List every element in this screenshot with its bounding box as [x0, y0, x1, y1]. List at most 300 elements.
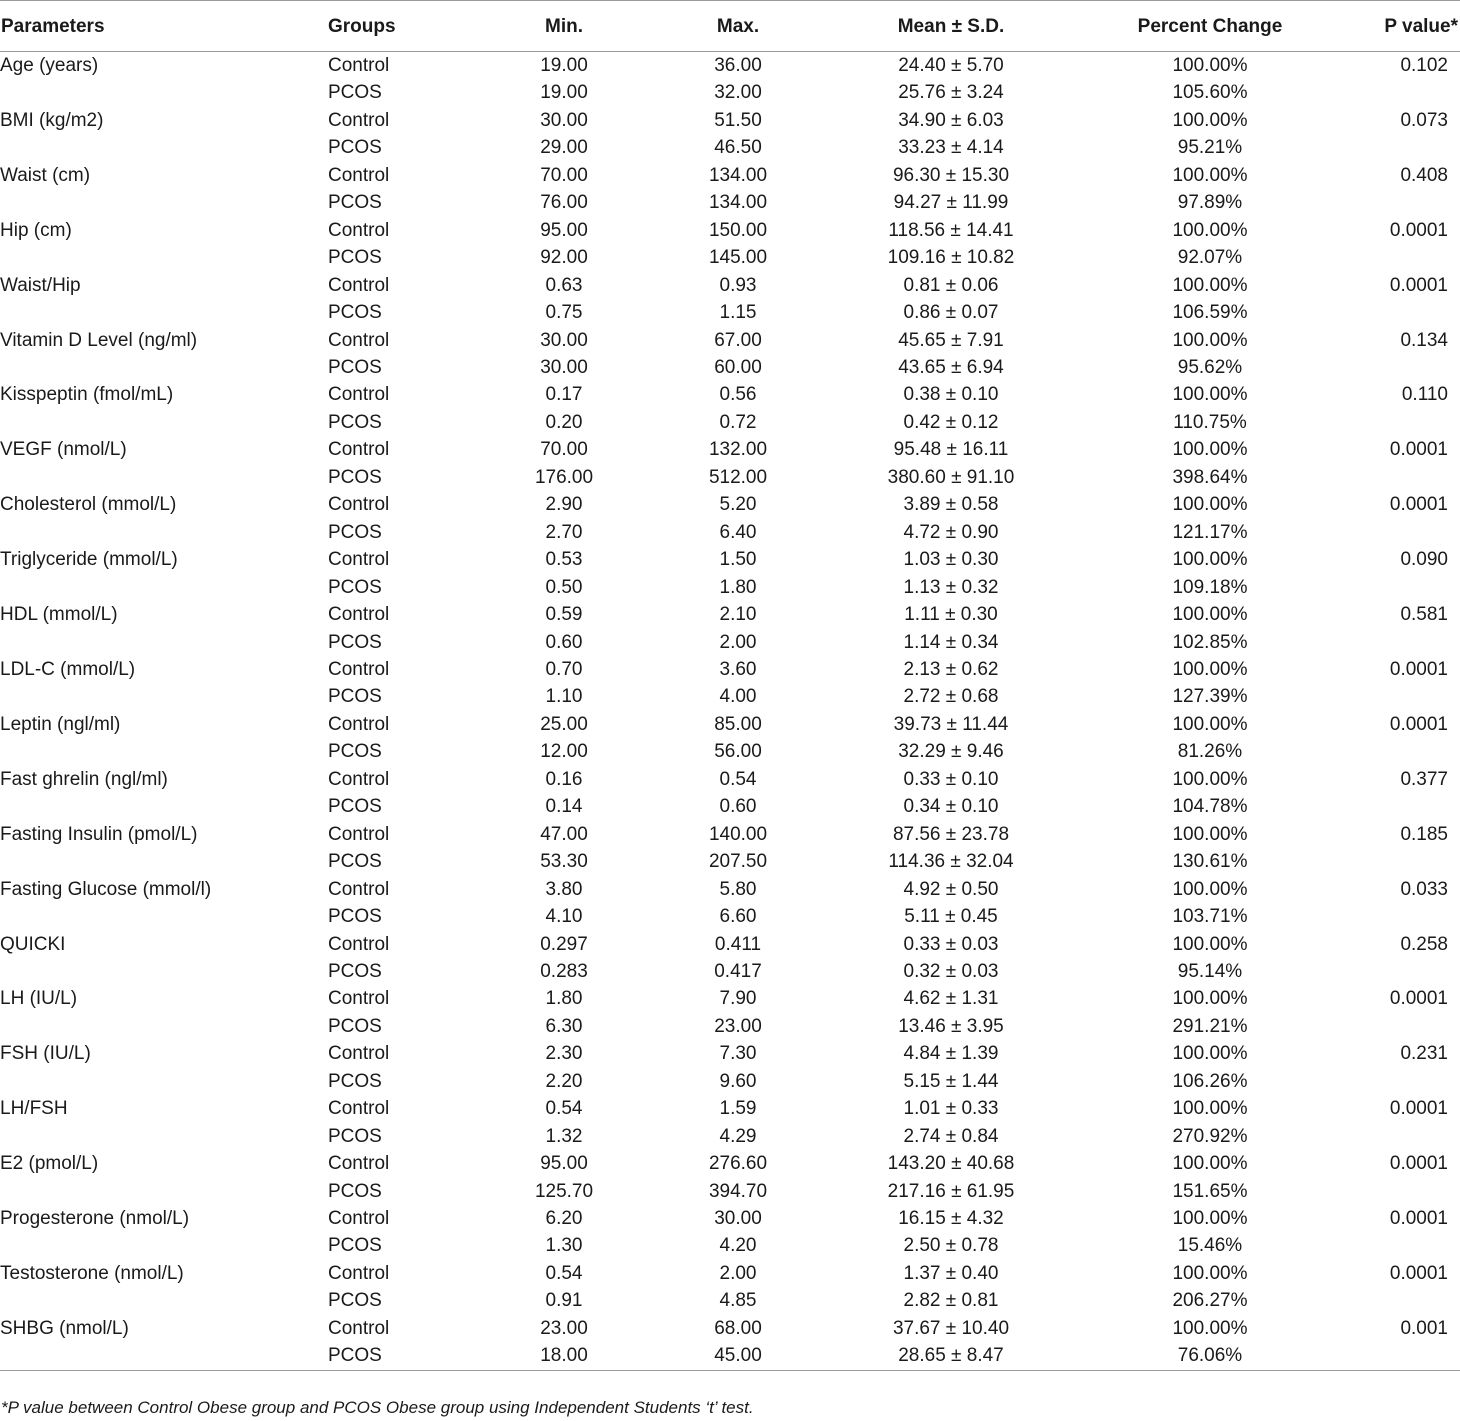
parameter-cell: [0, 189, 326, 216]
table-header: [0, 1, 1460, 52]
table-row: [0, 985, 1460, 1012]
group-cell: PCOS: [328, 1235, 382, 1257]
min-cell: 23.00: [540, 1317, 588, 1339]
mean-sd-cell: 2.82 ± 0.81: [903, 1290, 999, 1312]
mean-sd-cell: 118.56 ± 14.41: [888, 219, 1014, 241]
min-cell: 30.00: [540, 356, 588, 378]
parameter-cell: Triglyceride (mmol/L): [0, 549, 178, 571]
mean-sd-cell: 0.32 ± 0.03: [903, 960, 999, 982]
p-value-cell: 0.0001: [1389, 219, 1448, 241]
table-row: [0, 1315, 1460, 1342]
table-row: [0, 436, 1460, 463]
min-cell: 125.70: [534, 1180, 594, 1202]
mean-sd-cell: 94.27 ± 11.99: [893, 192, 1009, 214]
min-cell: 0.54: [545, 1098, 583, 1120]
max-cell: 1.15: [719, 302, 757, 324]
table-body: [0, 52, 1460, 1371]
mean-sd-cell: 2.74 ± 0.84: [903, 1125, 999, 1147]
group-cell: Control: [328, 164, 390, 186]
max-cell: 85.00: [714, 713, 762, 735]
max-cell: 30.00: [714, 1208, 762, 1230]
table-row: [0, 1068, 1460, 1095]
min-cell: 4.10: [545, 906, 583, 928]
percent-change-cell: 100.00%: [1172, 1208, 1248, 1230]
max-cell: 9.60: [719, 1070, 757, 1092]
mean-sd-cell: 0.33 ± 0.10: [903, 768, 999, 790]
max-cell: 2.10: [719, 604, 757, 626]
max-cell: 51.50: [714, 109, 762, 131]
max-cell: 4.29: [719, 1125, 757, 1147]
table-row: [0, 1287, 1460, 1314]
parameter-cell: [0, 574, 326, 601]
min-cell: 19.00: [540, 55, 588, 76]
parameter-cell: VEGF (nmol/L): [0, 439, 127, 461]
min-cell: 2.20: [545, 1070, 583, 1092]
min-cell: 0.17: [545, 384, 583, 406]
percent-change-cell: 100.00%: [1172, 713, 1248, 735]
p-value-cell: [1332, 189, 1460, 216]
table-row: [0, 1205, 1460, 1232]
parameter-cell: Progesterone (nmol/L): [0, 1208, 190, 1230]
header-row: [0, 1, 1460, 52]
header-parameters: Parameters: [0, 1, 326, 52]
max-cell: 0.411: [714, 933, 762, 955]
percent-change-cell: 398.64%: [1172, 466, 1248, 488]
max-cell: 6.60: [719, 906, 757, 928]
max-cell: 4.85: [719, 1290, 757, 1312]
p-value-cell: 0.0001: [1389, 713, 1448, 735]
percent-change-cell: 100.00%: [1172, 1153, 1248, 1175]
max-cell: 23.00: [714, 1015, 762, 1037]
min-cell: 95.00: [540, 1153, 588, 1175]
table-row: [0, 491, 1460, 518]
table-row: [0, 79, 1460, 106]
min-cell: 0.91: [545, 1290, 583, 1312]
max-cell: 140.00: [708, 823, 768, 845]
p-value-cell: [1332, 574, 1460, 601]
group-cell: PCOS: [328, 192, 382, 214]
mean-sd-cell: 32.29 ± 9.46: [898, 741, 1004, 763]
mean-sd-cell: 95.48 ± 16.11: [893, 439, 1009, 461]
p-value-cell: 0.0001: [1389, 274, 1448, 296]
parameter-cell: LH/FSH: [0, 1098, 68, 1120]
p-value-cell: 0.001: [1400, 1317, 1448, 1339]
percent-change-cell: 81.26%: [1177, 741, 1243, 763]
min-cell: 12.00: [540, 741, 588, 763]
table-row: [0, 683, 1460, 710]
mean-sd-cell: 96.30 ± 15.30: [892, 164, 1010, 186]
mean-sd-cell: 43.65 ± 6.94: [898, 356, 1004, 378]
group-cell: Control: [328, 1317, 390, 1339]
percent-change-cell: 151.65%: [1172, 1180, 1248, 1202]
min-cell: 1.10: [545, 686, 583, 708]
mean-sd-cell: 0.81 ± 0.06: [903, 274, 999, 296]
group-cell: Control: [328, 109, 390, 131]
min-cell: 0.53: [545, 549, 583, 571]
max-cell: 5.20: [719, 494, 757, 516]
percent-change-cell: 100.00%: [1172, 1317, 1248, 1339]
header-percent-change: Percent Change: [1088, 1, 1332, 52]
parameter-cell: [0, 1068, 326, 1095]
p-value-cell: 0.110: [1401, 384, 1448, 406]
group-cell: PCOS: [328, 1070, 382, 1092]
p-value-cell: 0.581: [1400, 604, 1448, 626]
mean-sd-cell: 25.76 ± 3.24: [898, 82, 1004, 104]
table-row: [0, 409, 1460, 436]
max-cell: 0.60: [719, 796, 757, 818]
parameter-cell: [0, 464, 326, 491]
max-cell: 0.56: [719, 384, 757, 406]
parameter-cell: HDL (mmol/L): [0, 604, 118, 626]
percent-change-cell: 100.00%: [1172, 109, 1248, 131]
p-value-cell: 0.0001: [1389, 494, 1448, 516]
parameter-cell: [0, 354, 326, 381]
percent-change-cell: 100.00%: [1172, 933, 1248, 955]
p-value-cell: 0.185: [1400, 823, 1448, 845]
max-cell: 46.50: [714, 137, 762, 159]
p-value-cell: [1332, 1013, 1460, 1040]
p-value-cell: [1332, 1342, 1460, 1370]
min-cell: 30.00: [540, 329, 588, 351]
percent-change-cell: 109.18%: [1172, 576, 1248, 598]
group-cell: PCOS: [328, 796, 382, 818]
header-mean-sd: Mean ± S.D.: [814, 1, 1088, 52]
p-value-cell: 0.258: [1400, 933, 1448, 955]
percent-change-cell: 100.00%: [1172, 988, 1248, 1010]
max-cell: 1.59: [719, 1098, 757, 1120]
max-cell: 4.00: [719, 686, 757, 708]
max-cell: 7.30: [719, 1043, 757, 1065]
max-cell: 2.00: [719, 631, 757, 653]
table-row: [0, 848, 1460, 875]
table-row: [0, 107, 1460, 134]
mean-sd-cell: 87.56 ± 23.78: [892, 823, 1010, 845]
min-cell: 6.20: [545, 1208, 583, 1230]
percent-change-cell: 100.00%: [1172, 1043, 1248, 1065]
max-cell: 145.00: [708, 247, 768, 269]
p-value-cell: 0.0001: [1389, 658, 1448, 680]
group-cell: Control: [328, 1262, 390, 1284]
parameter-cell: Age (years): [0, 55, 99, 76]
min-cell: 3.80: [545, 878, 583, 900]
table-row: [0, 464, 1460, 491]
parameter-cell: [0, 629, 326, 656]
min-cell: 0.16: [545, 768, 583, 790]
mean-sd-cell: 0.42 ± 0.12: [903, 411, 999, 433]
group-cell: PCOS: [328, 521, 382, 543]
max-cell: 134.00: [708, 192, 768, 214]
group-cell: Control: [328, 713, 390, 735]
max-cell: 68.00: [714, 1317, 762, 1339]
group-cell: PCOS: [328, 82, 382, 104]
group-cell: Control: [328, 604, 390, 626]
parameter-cell: [0, 1178, 326, 1205]
parameter-cell: [0, 134, 326, 161]
parameter-cell: FSH (IU/L): [0, 1043, 91, 1065]
table-footnote: *P value between Control Obese group and PCOS Obese group using Independent Students ‘t’ test.: [1, 1398, 754, 1417]
max-cell: 276.60: [708, 1153, 768, 1175]
percent-change-cell: 100.00%: [1172, 439, 1248, 461]
mean-sd-cell: 4.84 ± 1.39: [903, 1043, 999, 1065]
percent-change-cell: 100.00%: [1172, 658, 1248, 680]
min-cell: 0.297: [540, 933, 588, 955]
mean-sd-cell: 16.15 ± 4.32: [898, 1208, 1004, 1230]
table-row: [0, 299, 1460, 326]
mean-sd-cell: 45.65 ± 7.91: [898, 329, 1004, 351]
table-row: [0, 629, 1460, 656]
table-row: [0, 574, 1460, 601]
parameter-cell: Fasting Glucose (mmol/l): [0, 878, 212, 900]
mean-sd-cell: 5.15 ± 1.44: [903, 1070, 999, 1092]
p-value-cell: [1332, 299, 1460, 326]
parameter-cell: [0, 683, 326, 710]
percent-change-cell: 97.89%: [1177, 192, 1243, 214]
table-row: [0, 189, 1460, 216]
percent-change-cell: 121.17%: [1172, 521, 1248, 543]
group-cell: PCOS: [328, 1180, 382, 1202]
group-cell: PCOS: [328, 576, 382, 598]
mean-sd-cell: 37.67 ± 10.40: [892, 1317, 1010, 1339]
group-cell: PCOS: [328, 960, 382, 982]
p-value-cell: [1332, 1123, 1460, 1150]
min-cell: 25.00: [540, 713, 588, 735]
group-cell: PCOS: [328, 1290, 382, 1312]
p-value-cell: [1332, 244, 1460, 271]
mean-sd-cell: 2.13 ± 0.62: [903, 658, 999, 680]
table-row: [0, 134, 1460, 161]
group-cell: Control: [328, 933, 390, 955]
parameter-cell: BMI (kg/m2): [0, 109, 104, 131]
group-cell: PCOS: [328, 356, 382, 378]
table-row: [0, 1150, 1460, 1177]
mean-sd-cell: 5.11 ± 0.45: [904, 906, 998, 928]
parameter-cell: Hip (cm): [0, 219, 72, 241]
group-cell: Control: [328, 1043, 390, 1065]
parameter-cell: [0, 1123, 326, 1150]
group-cell: PCOS: [328, 302, 382, 324]
group-cell: Control: [328, 329, 390, 351]
percent-change-cell: 106.59%: [1172, 302, 1248, 324]
max-cell: 56.00: [714, 741, 762, 763]
max-cell: 0.54: [719, 768, 757, 790]
min-cell: 0.14: [545, 796, 583, 818]
max-cell: 5.80: [719, 878, 757, 900]
parameter-cell: [0, 848, 326, 875]
parameter-cell: Cholesterol (mmol/L): [0, 494, 177, 516]
group-cell: Control: [328, 549, 390, 571]
group-cell: Control: [328, 988, 390, 1010]
min-cell: 1.80: [545, 988, 583, 1010]
table-row: [0, 327, 1460, 354]
table-row: [0, 793, 1460, 820]
group-cell: PCOS: [328, 741, 382, 763]
p-value-cell: [1332, 519, 1460, 546]
percent-change-cell: 206.27%: [1172, 1290, 1248, 1312]
parameter-cell: [0, 1232, 326, 1259]
mean-sd-cell: 1.03 ± 0.30: [903, 549, 999, 571]
p-value-cell: 0.090: [1400, 549, 1448, 571]
max-cell: 7.90: [719, 988, 757, 1010]
min-cell: 2.90: [545, 494, 583, 516]
max-cell: 67.00: [714, 329, 762, 351]
max-cell: 2.00: [719, 1262, 757, 1284]
table-row: [0, 381, 1460, 408]
p-value-cell: [1332, 1068, 1460, 1095]
max-cell: 0.93: [719, 274, 757, 296]
parameter-cell: Testosterone (nmol/L): [0, 1262, 184, 1284]
parameter-cell: SHBG (nmol/L): [0, 1317, 129, 1339]
mean-sd-cell: 4.62 ± 1.31: [903, 988, 999, 1010]
mean-sd-cell: 380.60 ± 91.10: [887, 466, 1015, 488]
max-cell: 0.417: [714, 960, 762, 982]
p-value-cell: 0.0001: [1389, 439, 1448, 461]
table-row: [0, 519, 1460, 546]
p-value-cell: [1332, 464, 1460, 491]
percent-change-cell: 100.00%: [1172, 604, 1248, 626]
group-cell: PCOS: [328, 1015, 382, 1037]
group-cell: PCOS: [328, 466, 382, 488]
percent-change-cell: 100.00%: [1172, 164, 1248, 186]
min-cell: 95.00: [540, 219, 588, 241]
percent-change-cell: 104.78%: [1172, 796, 1248, 818]
min-cell: 29.00: [540, 137, 588, 159]
min-cell: 0.59: [545, 604, 583, 626]
group-cell: PCOS: [328, 686, 382, 708]
group-cell: Control: [328, 1208, 390, 1230]
table-row: [0, 162, 1460, 189]
parameter-cell: LH (IU/L): [0, 988, 78, 1010]
max-cell: 1.80: [719, 576, 757, 598]
parameter-cell: LDL-C (mmol/L): [0, 658, 136, 680]
max-cell: 1.50: [719, 549, 757, 571]
percent-change-cell: 100.00%: [1172, 1262, 1248, 1284]
parameter-cell: QUICKI: [0, 933, 66, 955]
group-cell: Control: [328, 878, 390, 900]
percent-change-cell: 100.00%: [1172, 55, 1248, 76]
p-value-cell: [1332, 848, 1460, 875]
header-max: Max.: [662, 1, 814, 52]
parameter-cell: Fasting Insulin (pmol/L): [0, 823, 198, 845]
parameter-cell: [0, 244, 326, 271]
header-p-value: P value*: [1332, 1, 1460, 52]
min-cell: 1.32: [545, 1125, 583, 1147]
table-row: [0, 958, 1460, 985]
max-cell: 150.00: [708, 219, 768, 241]
p-value-cell: [1332, 738, 1460, 765]
percent-change-cell: 76.06%: [1088, 1342, 1332, 1370]
mean-sd-cell: 1.13 ± 0.32: [903, 576, 999, 598]
group-cell: Control: [328, 1098, 390, 1120]
table-row: [0, 546, 1460, 573]
group-cell: Control: [328, 274, 390, 296]
max-cell: 32.00: [714, 82, 762, 104]
table-row: [0, 876, 1460, 903]
p-value-cell: 0.102: [1400, 55, 1448, 76]
table-row: [0, 272, 1460, 299]
p-value-cell: [1332, 903, 1460, 930]
max-cell: 0.72: [719, 411, 757, 433]
parameter-cell: [0, 903, 326, 930]
table-row: [0, 711, 1460, 738]
group-cell: PCOS: [328, 631, 382, 653]
min-cell: 2.30: [545, 1043, 583, 1065]
min-cell: 18.00: [466, 1342, 662, 1370]
min-cell: 53.30: [540, 851, 588, 873]
group-cell: PCOS: [328, 247, 382, 269]
p-value-cell: 0.231: [1400, 1043, 1448, 1065]
group-cell: PCOS: [328, 411, 382, 433]
group-cell: Control: [328, 439, 390, 461]
mean-sd-cell: 33.23 ± 4.14: [898, 137, 1004, 159]
p-value-cell: [1332, 134, 1460, 161]
p-value-cell: 0.033: [1400, 878, 1448, 900]
max-cell: 134.00: [708, 164, 768, 186]
group-cell: PCOS: [328, 1125, 382, 1147]
group-cell: PCOS: [326, 1342, 466, 1370]
max-cell: 60.00: [714, 356, 762, 378]
table-row: [0, 601, 1460, 628]
p-value-cell: 0.377: [1400, 768, 1448, 790]
table-row: [0, 1095, 1460, 1122]
p-value-cell: 0.408: [1400, 164, 1448, 186]
percent-change-cell: 100.00%: [1172, 878, 1248, 900]
min-cell: 19.00: [540, 82, 588, 104]
max-cell: 3.60: [719, 658, 757, 680]
percent-change-cell: 291.21%: [1172, 1015, 1248, 1037]
percent-change-cell: 100.00%: [1172, 219, 1248, 241]
mean-sd-cell: 4.92 ± 0.50: [903, 878, 999, 900]
mean-sd-cell: 13.46 ± 3.95: [898, 1015, 1004, 1037]
table-row: [0, 738, 1460, 765]
min-cell: 70.00: [540, 439, 588, 461]
mean-sd-cell: 24.40 ± 5.70: [898, 55, 1004, 76]
table-row: [0, 1013, 1460, 1040]
parameter-cell: Leptin (ngl/ml): [0, 713, 121, 735]
parameter-cell: [0, 958, 326, 985]
max-cell: 394.70: [708, 1180, 768, 1202]
p-value-cell: [1332, 958, 1460, 985]
min-cell: 0.63: [545, 274, 583, 296]
max-cell: 45.00: [662, 1342, 814, 1370]
group-cell: Control: [328, 1153, 390, 1175]
p-value-cell: 0.073: [1400, 109, 1448, 131]
parameter-cell: [0, 79, 326, 106]
percent-change-cell: 102.85%: [1172, 631, 1248, 653]
parameter-cell: [0, 1342, 326, 1370]
percent-change-cell: 100.00%: [1172, 494, 1248, 516]
p-value-cell: [1332, 409, 1460, 436]
percent-change-cell: 270.92%: [1172, 1125, 1248, 1147]
mean-sd-cell: 3.89 ± 0.58: [903, 494, 999, 516]
mean-sd-cell: 1.14 ± 0.34: [903, 631, 999, 653]
percent-change-cell: 100.00%: [1172, 823, 1248, 845]
parameter-cell: Fast ghrelin (ngl/ml): [0, 768, 168, 790]
p-value-cell: 0.0001: [1389, 1208, 1448, 1230]
parameter-cell: [0, 1287, 326, 1314]
mean-sd-cell: 34.90 ± 6.03: [898, 109, 1004, 131]
parameter-cell: [0, 738, 326, 765]
percent-change-cell: 127.39%: [1172, 686, 1248, 708]
table-row: [0, 1232, 1460, 1259]
header-groups: Groups: [326, 1, 466, 52]
parameter-cell: E2 (pmol/L): [0, 1153, 99, 1175]
table-row: [0, 217, 1460, 244]
parameter-cell: [0, 793, 326, 820]
min-cell: 30.00: [540, 109, 588, 131]
parameter-cell: Vitamin D Level (ng/ml): [0, 329, 198, 351]
min-cell: 6.30: [545, 1015, 583, 1037]
min-cell: 2.70: [545, 521, 583, 543]
